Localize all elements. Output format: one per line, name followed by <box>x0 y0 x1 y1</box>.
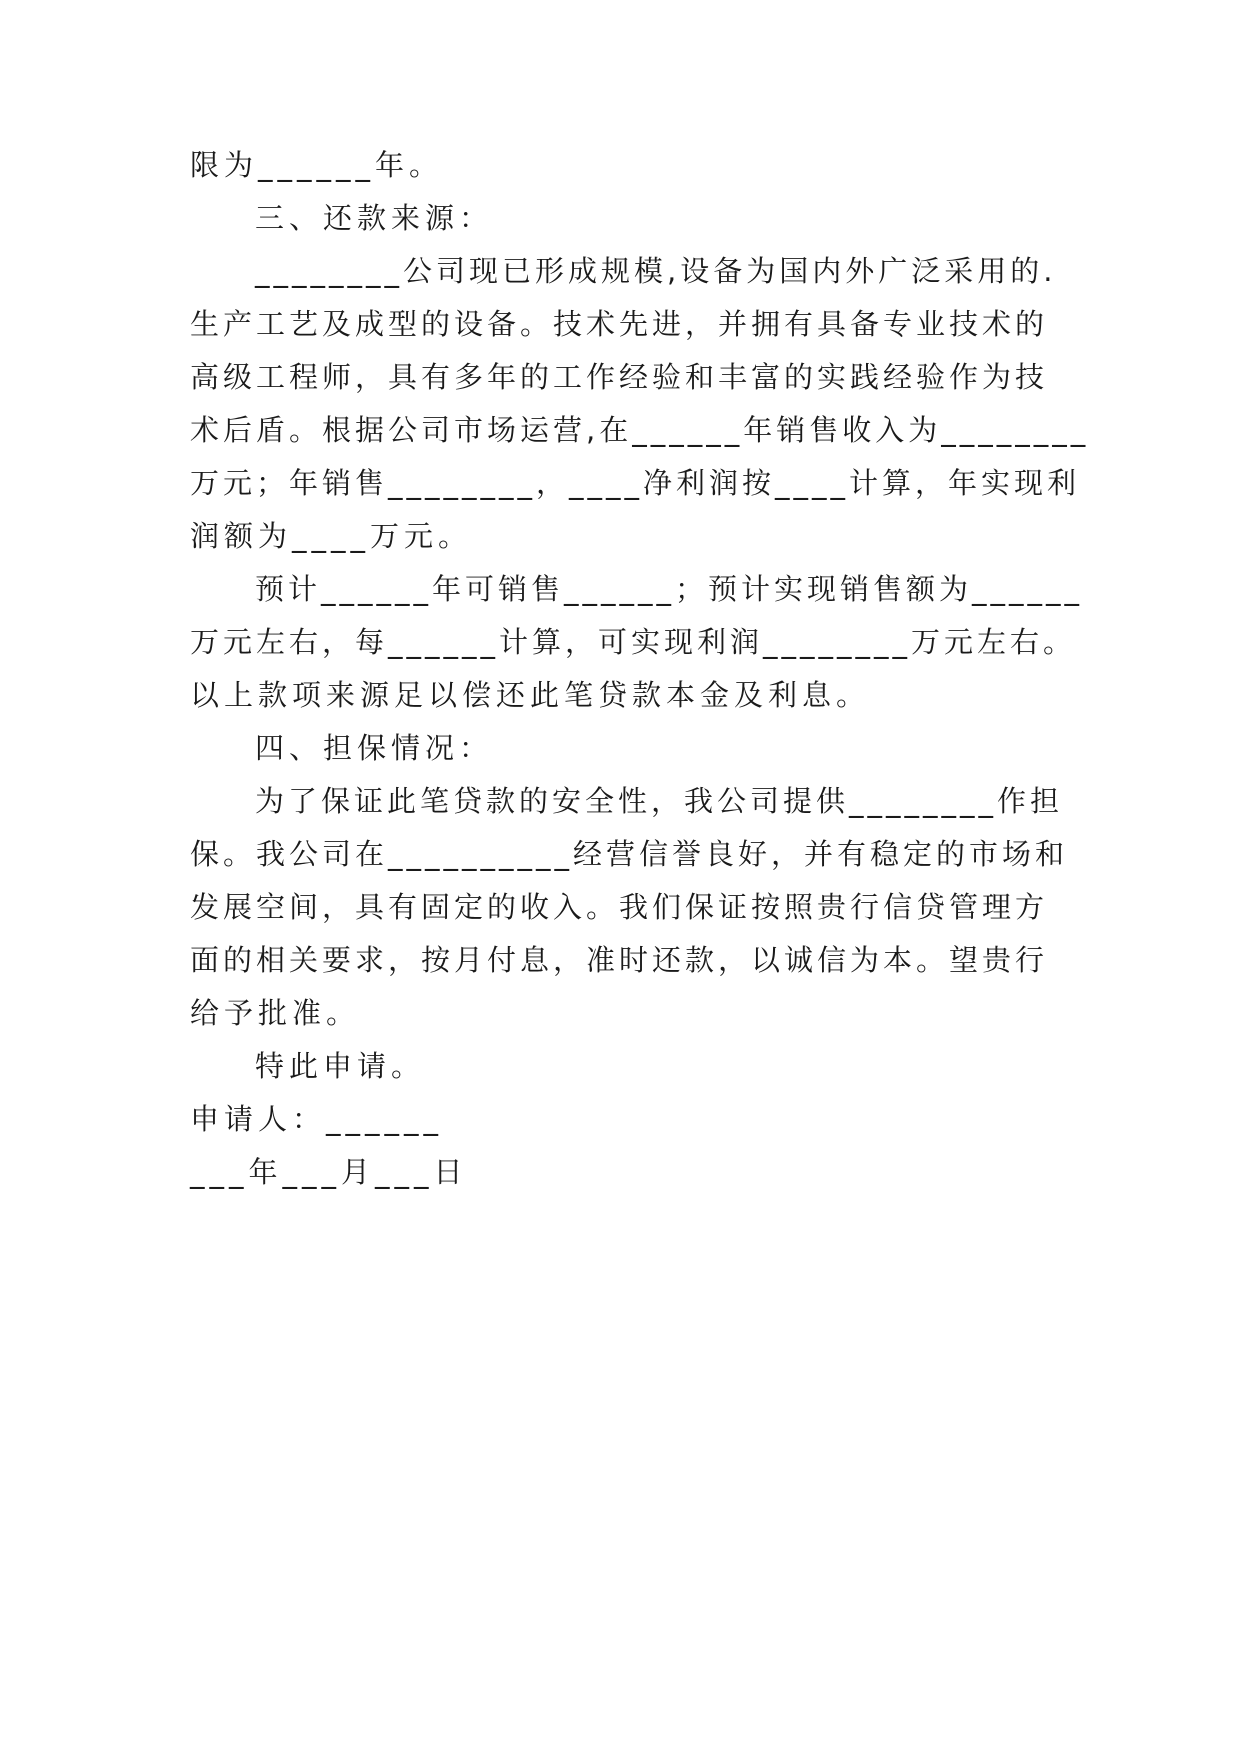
closing-text: 特此申请。 <box>255 1049 426 1083</box>
date-line: ___年___月___日 <box>190 1155 468 1189</box>
section-heading-repayment-source: 三、还款来源： <box>255 201 494 235</box>
text-line: 以上款项来源足以偿还此笔贷款本金及利息。 <box>190 678 871 712</box>
text-line: 给予批准。 <box>190 996 361 1030</box>
text-line: 预计______年可销售______；预计实现销售额为______ <box>255 572 1084 606</box>
text-line: 保。我公司在__________经营信誉良好，并有稳定的市场和 <box>190 837 1069 871</box>
text-line: 限为______年。 <box>190 148 444 182</box>
applicant-signature-line: 申请人：______ <box>190 1102 444 1136</box>
text-line: 润额为____万元。 <box>190 519 473 553</box>
text-line: 面的相关要求，按月付息，准时还款，以诚信为本。望贵行 <box>190 943 1049 977</box>
text-line: 高级工程师，具有多年的工作经验和丰富的实践经验作为技 <box>190 360 1049 394</box>
text-line: 万元；年销售________，____净利润按____计算，年实现利 <box>190 466 1081 500</box>
text-line: 发展空间，具有固定的收入。我们保证按照贵行信贷管理方 <box>190 890 1049 924</box>
text-line: 为了保证此笔贷款的安全性，我公司提供________作担 <box>255 784 1064 818</box>
text-line: 术后盾。根据公司市场运营,在______年销售收入为________ <box>190 413 1090 447</box>
section-heading-guarantee: 四、担保情况： <box>255 731 494 765</box>
text-line: ________公司现已形成规模,设备为国内外广泛采用的. <box>255 254 1057 288</box>
text-line: 生产工艺及成型的设备。技术先进，并拥有具备专业技术的 <box>190 307 1049 341</box>
text-line: 万元左右，每______计算，可实现利润________万元左右。 <box>190 625 1077 659</box>
